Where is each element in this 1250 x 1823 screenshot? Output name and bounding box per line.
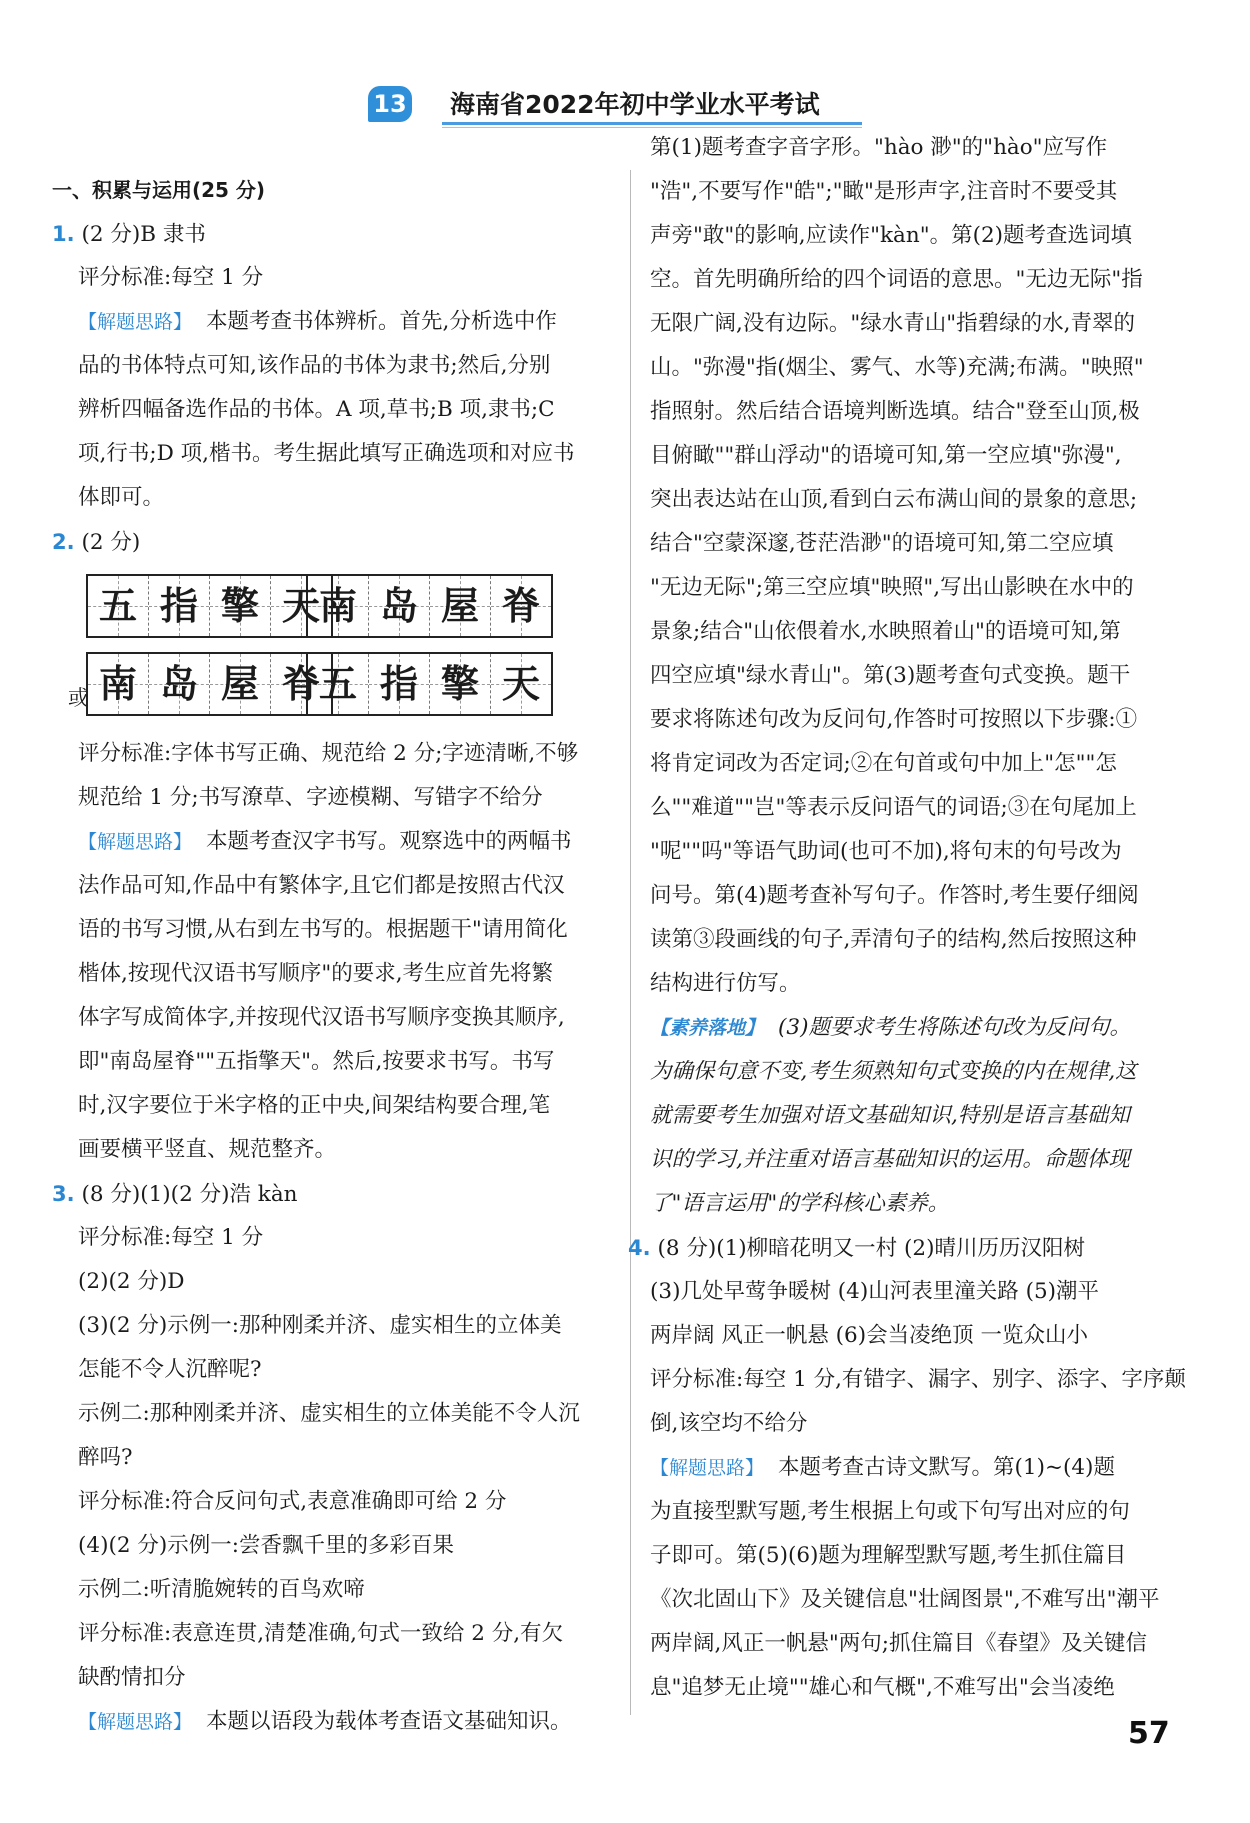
explanation-line: 结构进行仿写。 [650, 971, 801, 996]
page-title: 海南省2022年初中学业水平考试 [450, 90, 820, 119]
explanation-line: 将肯定词改为否定词;②在句首或句中加上"怎""怎 [650, 751, 1117, 776]
q1-answer [52, 212, 618, 256]
left-column [52, 168, 618, 1744]
q4-line: (3)几处早莺争暖树 (4)山河表里潼关路 (5)潮平 [650, 1279, 1100, 1304]
q1-answer-text: (2 分)B 隶书 [81, 222, 206, 247]
chapter-badge: 13 [368, 86, 412, 122]
explanation-line: 第(1)题考查字音字形。"hào 渺"的"hào"应写作 [650, 135, 1108, 160]
explanation-line: 景象;结合"山依偎着水,水映照着山"的语境可知,第 [650, 619, 1121, 644]
q3-answer-text: (8 分)(1)(2 分)浩 kàn [81, 1182, 298, 1207]
section-heading: 一、积累与运用(25 分) [52, 178, 266, 202]
literacy-line: (3)题要求考生将陈述句改为反问句。 [778, 1015, 1131, 1040]
right-column [628, 126, 1195, 1710]
grid-cell: 岛 [368, 576, 429, 636]
q4-line: 两岸阔 风正一帆悬 (6)会当凌绝顶 一览众山小 [650, 1323, 1088, 1348]
grid-box [306, 574, 553, 638]
q2-analysis-line: 法作品可知,作品中有繁体字,且它们都是按照古代汉 [78, 873, 565, 898]
q3-line: 评分标准:符合反问句式,表意准确即可给 2 分 [78, 1489, 507, 1514]
grid-cell: 南 [308, 576, 368, 636]
grid-cell: 屋 [209, 654, 270, 714]
grid-box [86, 652, 333, 716]
q2-answer [52, 520, 618, 564]
explanation-line: 山。"弥漫"指(烟尘、雾气、水等)充满;布满。"映照" [650, 355, 1144, 380]
grid-cell: 擎 [209, 576, 270, 636]
grid-cell: 屋 [429, 576, 490, 636]
explanation-line: 无限广阔,没有边际。"绿水青山"指碧绿的水,青翠的 [650, 311, 1135, 336]
grid-box [86, 574, 333, 638]
q1-scoring: 评分标准:每空 1 分 [78, 265, 264, 290]
q4-analysis-line: 两岸阔,风正一帆悬"两句;抓住篇目《春望》及关键信 [650, 1631, 1147, 1656]
explanation-line: 四空应填"绿水青山"。第(3)题考查句式变换。题干 [650, 663, 1131, 688]
q4-line: 评分标准:每空 1 分,有错字、漏字、别字、添字、字序颠 [650, 1367, 1186, 1392]
q4-analysis-first [650, 1446, 1195, 1490]
literacy-line: 了"语言运用"的学科核心素养。 [650, 1191, 950, 1216]
calligraphy-grid-row-2 [52, 648, 618, 732]
q3-line: (3)(2 分)示例一:那种刚柔并济、虚实相生的立体美 [78, 1313, 562, 1338]
q3-line: 示例二:听清脆婉转的百鸟欢啼 [78, 1577, 365, 1602]
q2-scoring-line: 规范给 1 分;书写潦草、字迹模糊、写错字不给分 [78, 785, 543, 810]
column-divider [630, 170, 631, 1715]
grid-cell: 天 [490, 654, 551, 714]
q3-line: 评分标准:表意连贯,清楚准确,句式一致给 2 分,有欠 [78, 1621, 564, 1646]
literacy-first [650, 1006, 1195, 1050]
q2-answer-text: (2 分) [81, 530, 141, 555]
q3-analysis-tag: 【解题思路】 [78, 1711, 193, 1733]
grid-cell: 指 [368, 654, 429, 714]
q4-analysis-line: 《次北固山下》及关键信息"壮阔图景",不难写出"潮平 [650, 1587, 1160, 1612]
explanation-line: "浩",不要写作"皓";"瞰"是形声字,注音时不要受其 [650, 179, 1118, 204]
q4-analysis-tag: 【解题思路】 [650, 1457, 765, 1479]
q2-analysis-line: 语的书写习惯,从右到左书写的。根据题干"请用简化 [78, 917, 568, 942]
q4-analysis-line: 本题考查古诗文默写。第(1)~(4)题 [778, 1455, 1115, 1480]
q3-line: (2)(2 分)D [78, 1269, 185, 1294]
q4-analysis-line: 息"追梦无止境""雄心和气概",不难写出"会当凌绝 [650, 1675, 1115, 1700]
grid-cell: 指 [148, 576, 209, 636]
explanation-line: 目俯瞰""群山浮动"的语境可知,第一空应填"弥漫", [650, 443, 1122, 468]
grid-cell: 天 [270, 576, 331, 636]
q2-scoring-line: 评分标准:字体书写正确、规范给 2 分;字迹清晰,不够 [78, 741, 579, 766]
explanation-line: 问号。第(4)题考查补写句子。作答时,考生要仔细阅 [650, 883, 1139, 908]
explanation-line: "呢""吗"等语气助词(也可不加),将句末的句号改为 [650, 839, 1122, 864]
grid-cell: 岛 [148, 654, 209, 714]
explanation-line: 读第③段画线的句子,弄清句子的结构,然后按照这种 [650, 927, 1137, 952]
q3-answer [52, 1172, 618, 1216]
q2-analysis-line: 画要横平竖直、规范整齐。 [78, 1137, 337, 1162]
explanation-line: 突出表达站在山顶,看到白云布满山间的景象的意思; [650, 487, 1138, 512]
q1-analysis-tag: 【解题思路】 [78, 311, 193, 333]
explanation-line: 指照射。然后结合语境判断选填。结合"登至山顶,极 [650, 399, 1140, 424]
q4-number: 4. [628, 1236, 651, 1260]
grid-box [306, 652, 553, 716]
or-label: 或 [68, 686, 89, 710]
q3-line: 评分标准:每空 1 分 [78, 1225, 264, 1250]
q2-analysis-tag: 【解题思路】 [78, 831, 193, 853]
grid-cell: 擎 [429, 654, 490, 714]
explanation-line: 么""难道""岂"等表示反问语气的词语;③在句尾加上 [650, 795, 1137, 820]
q4-answer-text: (8 分)(1)柳暗花明又一村 (2)晴川历历汉阳树 [657, 1236, 1085, 1261]
q3-line: 缺酌情扣分 [78, 1665, 186, 1690]
page-number: 57 [1128, 1716, 1170, 1751]
literacy-line: 识的学习,并注重对语言基础知识的运用。命题体现 [650, 1147, 1130, 1172]
explanation-line: 空。首先明确所给的四个词语的意思。"无边无际"指 [650, 267, 1143, 292]
header-underline [442, 122, 862, 125]
literacy-tag: 【素养落地】 [650, 1017, 765, 1039]
grid-cell: 南 [88, 654, 148, 714]
q2-analysis-line: 即"南岛屋脊""五指擎天"。然后,按要求书写。书写 [78, 1049, 555, 1074]
q3-line: (4)(2 分)示例一:尝香飘千里的多彩百果 [78, 1533, 454, 1558]
q4-analysis-line: 为直接型默写题,考生根据上句或下句写出对应的句 [650, 1499, 1130, 1524]
q1-analysis-line: 体即可。 [78, 485, 165, 510]
q3-line: 示例二:那种刚柔并济、虚实相生的立体美能不令人沉 [78, 1401, 580, 1426]
page-header [368, 80, 868, 130]
grid-cell: 脊 [490, 576, 551, 636]
q3-line: 怎能不令人沉醉呢? [78, 1357, 262, 1382]
q2-number: 2. [52, 530, 75, 554]
q2-analysis-line: 本题考查汉字书写。观察选中的两幅书 [206, 829, 572, 854]
explanation-line: 声旁"敢"的影响,应读作"kàn"。第(2)题考查选词填 [650, 223, 1133, 248]
q3-line: 醉吗? [78, 1445, 133, 1470]
q1-number: 1. [52, 222, 75, 246]
q1-analysis-line: 本题考查书体辨析。首先,分析选中作 [206, 309, 557, 334]
grid-cell: 脊 [270, 654, 331, 714]
grid-cell: 五 [88, 576, 148, 636]
q3-analysis-first [52, 1700, 618, 1744]
q1-analysis-line: 项,行书;D 项,楷书。考生据此填写正确选项和对应书 [78, 441, 575, 466]
q1-analysis-first [52, 300, 618, 344]
q4-line: 倒,该空均不给分 [650, 1411, 808, 1436]
explanation-line: "无边无际";第三空应填"映照",写出山影映在水中的 [650, 575, 1134, 600]
q2-analysis-line: 时,汉字要位于米字格的正中央,间架结构要合理,笔 [78, 1093, 551, 1118]
q4-analysis-line: 子即可。第(5)(6)题为理解型默写题,考生抓住篇目 [650, 1543, 1127, 1568]
explanation-line: 结合"空蒙深邃,苍茫浩渺"的语境可知,第二空应填 [650, 531, 1114, 556]
literacy-line: 就需要考生加强对语文基础知识,特别是语言基础知 [650, 1103, 1130, 1128]
q2-analysis-line: 楷体,按现代汉语书写顺序"的要求,考生应首先将繁 [78, 961, 554, 986]
grid-cell: 五 [308, 654, 368, 714]
q1-analysis-line: 品的书体特点可知,该作品的书体为隶书;然后,分别 [78, 353, 551, 378]
q2-analysis-line: 体字写成简体字,并按现代汉语书写顺序变换其顺序, [78, 1005, 565, 1030]
q3-number: 3. [52, 1182, 75, 1206]
q1-analysis-line: 辨析四幅备选作品的书体。A 项,草书;B 项,隶书;C [78, 397, 555, 422]
literacy-line: 为确保句意不变,考生须熟知句式变换的内在规律,这 [650, 1059, 1137, 1084]
calligraphy-grid-row-1 [52, 564, 618, 648]
q3-analysis-line: 本题以语段为载体考查语文基础知识。 [206, 1709, 572, 1734]
q4-answer [628, 1226, 1195, 1270]
q2-analysis-first [52, 820, 618, 864]
explanation-line: 要求将陈述句改为反问句,作答时可按照以下步骤:① [650, 707, 1138, 732]
